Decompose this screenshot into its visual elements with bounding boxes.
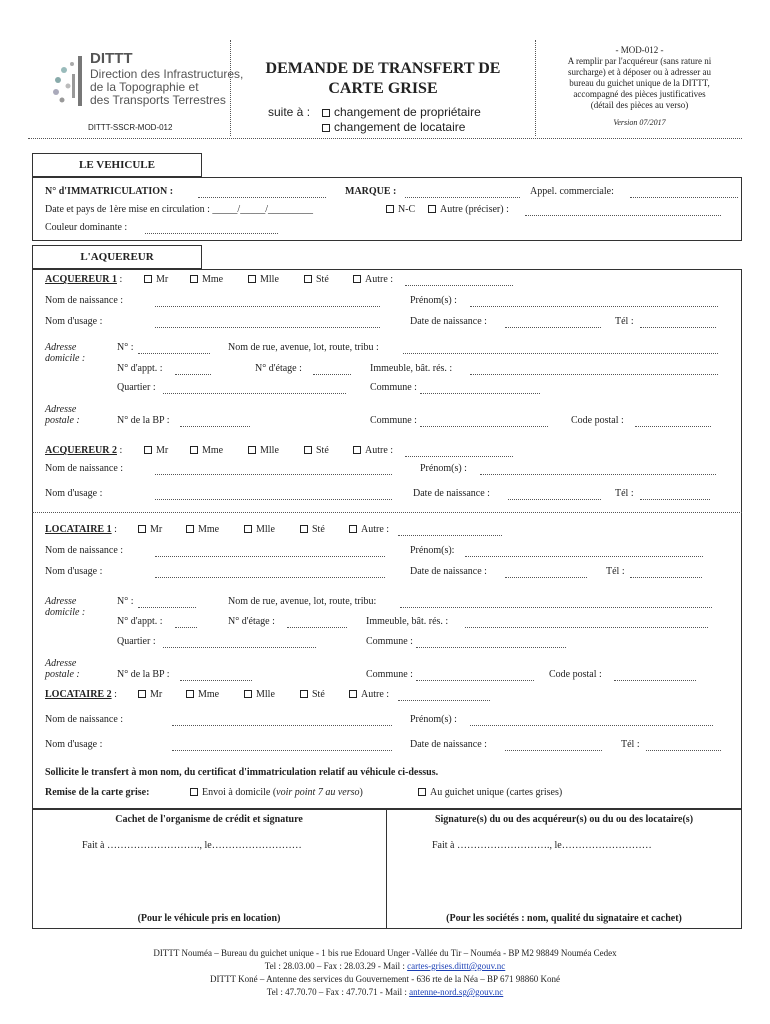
appt-label: N° d'appt. : <box>117 616 163 627</box>
quartier-input[interactable] <box>163 393 346 394</box>
signature-divider <box>386 809 387 929</box>
civ-mme[interactable] <box>190 274 223 285</box>
prenom-input[interactable] <box>480 474 716 475</box>
locataire1-row <box>45 524 117 535</box>
option-locataire[interactable] <box>322 120 465 134</box>
tel-input[interactable] <box>640 499 710 500</box>
appt-input[interactable] <box>175 374 211 375</box>
autre-input[interactable] <box>398 700 490 701</box>
autre-input[interactable] <box>525 215 721 216</box>
checkbox[interactable] <box>138 690 146 698</box>
envoi-end: ) <box>359 787 363 798</box>
tel-label: Tél : <box>606 566 625 577</box>
signature-title: Signature(s) du ou des acquéreur(s) ou du ou des locataire(s) <box>434 814 694 825</box>
section-divider <box>32 512 742 513</box>
rue-label: Nom de rue, avenue, lot, route, tribu : <box>228 342 379 353</box>
checkbox[interactable] <box>322 124 330 132</box>
civ-label: Mr <box>156 274 169 285</box>
commune-label: Commune : <box>370 382 417 393</box>
immat-input[interactable] <box>198 197 326 198</box>
tel-label: Tél : <box>621 739 640 750</box>
civ-mme[interactable] <box>186 524 219 535</box>
fait-a-left[interactable]: Fait à ………………………., le……………………… <box>82 840 302 851</box>
immeuble-label: Immeuble, bât. rés. : <box>366 616 449 627</box>
bp-input[interactable] <box>180 680 252 681</box>
quartier-label: Quartier : <box>117 636 156 647</box>
nom-naissance-input[interactable] <box>155 306 380 307</box>
dittt-logo-icon <box>48 50 90 112</box>
immeuble-input[interactable] <box>465 627 708 628</box>
civ-label: Autre : <box>365 445 394 456</box>
civ-mlle[interactable] <box>244 689 275 700</box>
adresse-word: Adresse <box>45 596 77 607</box>
nom-naissance-label: Nom de naissance : <box>45 714 124 725</box>
immeuble-input[interactable] <box>470 374 718 375</box>
nom-naissance-input[interactable] <box>172 725 392 726</box>
checkbox[interactable] <box>186 690 194 698</box>
prenom-label: Prénom(s) : <box>420 463 467 474</box>
rue-input[interactable] <box>400 607 712 608</box>
checkbox[interactable] <box>349 690 357 698</box>
civ-autre[interactable] <box>353 445 393 456</box>
adresse-word: Adresse <box>45 658 77 669</box>
civ-mr[interactable] <box>144 274 168 285</box>
appt-input[interactable] <box>175 627 197 628</box>
form-title-line1: DEMANDE DE TRANSFERT DE <box>265 60 501 77</box>
code-postal-label: Code postal : <box>571 415 624 426</box>
checkbox[interactable] <box>322 109 330 117</box>
contact-text: Tel : 28.03.00 – Fax : 28.03.29 - Mail : <box>264 961 405 971</box>
checkbox[interactable] <box>353 275 361 283</box>
checkbox[interactable] <box>349 525 357 533</box>
date-naissance-label: Date de naissance : <box>410 739 487 750</box>
prenom-label: Prénom(s): <box>410 545 455 556</box>
marque-label: MARQUE : <box>345 186 397 197</box>
quartier-input[interactable] <box>163 647 316 648</box>
quartier-label: Quartier : <box>117 382 156 393</box>
checkbox[interactable] <box>353 446 361 454</box>
commune-label: Commune : <box>370 415 417 426</box>
checkbox[interactable] <box>186 525 194 533</box>
civ-label: Mme <box>198 524 220 535</box>
civ-autre[interactable] <box>349 689 389 700</box>
nom-usage-label: Nom d'usage : <box>45 488 103 499</box>
locataire1-label: LOCATAIRE 1 <box>45 524 112 535</box>
checkbox[interactable] <box>428 205 436 213</box>
adresse-postale-label <box>45 404 80 426</box>
logo-line: des Transports Terrestres <box>90 93 226 107</box>
appt-label: N° d'appt. : <box>117 363 163 374</box>
etage-label: N° d'étage : <box>255 363 302 374</box>
tel-input[interactable] <box>646 750 721 751</box>
acquereur-tab: L'AQUEREUR <box>32 245 202 269</box>
form-code: DITTT-SSCR-MOD-012 <box>88 123 173 132</box>
acquereur2-row <box>45 445 122 456</box>
header-divider <box>230 40 231 136</box>
adresse-word: domicile : <box>45 607 86 618</box>
instruction-line: bureau du guichet unique de la DITTT, <box>569 78 710 88</box>
commune-input[interactable] <box>420 393 540 394</box>
prenom-input[interactable] <box>470 725 713 726</box>
rue-input[interactable] <box>403 353 718 354</box>
instruction-line: accompagné des pièces justificatives <box>573 89 706 99</box>
checkbox[interactable] <box>144 275 152 283</box>
suite-label: suite à : <box>268 105 311 119</box>
checkbox[interactable] <box>138 525 146 533</box>
nom-usage-input[interactable] <box>155 577 385 578</box>
date-naissance-label: Date de naissance : <box>413 488 490 499</box>
nom-usage-label: Nom d'usage : <box>45 566 103 577</box>
checkbox[interactable] <box>304 275 312 283</box>
option-label: changement de locataire <box>334 120 466 134</box>
code-postal-input[interactable] <box>635 426 711 427</box>
nom-naissance-label: Nom de naissance : <box>45 545 124 556</box>
adresse-word: Adresse <box>45 342 77 353</box>
civ-mr[interactable] <box>144 445 168 456</box>
colon: : <box>116 274 123 285</box>
envoi-label: Envoi à domicile ( <box>202 787 277 798</box>
instruction-line: A remplir par l'acquéreur (sans rature ni <box>567 56 712 66</box>
bp-input[interactable] <box>180 426 250 427</box>
commune-label: Commune : <box>366 669 413 680</box>
nom-naissance-label: Nom de naissance : <box>45 463 124 474</box>
adresse-postale-label <box>45 658 80 680</box>
checkbox[interactable] <box>190 275 198 283</box>
immat-label: N° d'IMMATRICULATION : <box>45 186 174 197</box>
checkbox[interactable] <box>304 446 312 454</box>
tel-input[interactable] <box>640 327 716 328</box>
pour-vehicule-note: (Pour le véhicule pris en location) <box>137 913 281 924</box>
civ-ste[interactable] <box>304 445 329 456</box>
civ-mlle[interactable] <box>248 445 279 456</box>
checkbox[interactable] <box>144 446 152 454</box>
civ-label: Sté <box>312 689 325 700</box>
mod-code: - MOD-012 - <box>615 45 664 55</box>
autre-input[interactable] <box>405 456 513 457</box>
checkbox[interactable] <box>300 690 308 698</box>
date-naissance-input[interactable] <box>505 750 602 751</box>
logo-text <box>90 68 243 107</box>
mail-link[interactable]: cartes-grises.dittt@gouv.nc <box>407 961 506 971</box>
checkbox[interactable] <box>300 525 308 533</box>
bp-label: N° de la BP : <box>117 415 170 426</box>
civ-label: Sté <box>312 524 325 535</box>
numero-label: N° : <box>117 596 134 607</box>
civ-label: Mme <box>202 274 224 285</box>
numero-label: N° : <box>117 342 134 353</box>
date-naissance-label: Date de naissance : <box>410 316 487 327</box>
date-naissance-input[interactable] <box>508 499 601 500</box>
civ-label: Mlle <box>260 274 279 285</box>
contact-line: DITTT Koné – Antenne des services du Gouvernement - 636 rte de la Néa – BP 671 98860 Koné <box>210 974 560 984</box>
locataire2-label: LOCATAIRE 2 <box>45 689 112 700</box>
civ-ste[interactable] <box>300 689 325 700</box>
adresse-word: domicile : <box>45 353 86 364</box>
colon: : <box>111 689 117 700</box>
nom-naissance-input[interactable] <box>155 474 392 475</box>
date-naissance-input[interactable] <box>505 327 601 328</box>
vehicule-tab: LE VEHICULE <box>32 153 202 177</box>
commune-input[interactable] <box>416 647 566 648</box>
logo-line: de la Topographie et <box>90 80 199 94</box>
checkbox[interactable] <box>190 446 198 454</box>
locataire2-row <box>45 689 117 700</box>
autre-label: Autre (préciser) : <box>440 204 509 215</box>
civ-label: Mlle <box>256 689 275 700</box>
signature-frame <box>32 809 742 929</box>
logo-line: Direction des Infrastructures, <box>90 67 244 81</box>
prenom-input[interactable] <box>465 556 703 557</box>
logo-title: DITTT <box>90 50 133 67</box>
appel-input[interactable] <box>630 197 738 198</box>
civ-autre[interactable] <box>349 524 389 535</box>
instruction-line: surcharge) et à déposer ou à adresser au <box>567 67 711 77</box>
nom-usage-input[interactable] <box>172 750 392 751</box>
commune-input[interactable] <box>420 426 548 427</box>
civ-ste[interactable] <box>304 274 329 285</box>
envoi-domicile-option[interactable] <box>190 787 363 798</box>
civ-label: Sté <box>316 445 329 456</box>
civ-mlle[interactable] <box>244 524 275 535</box>
civ-label: Autre : <box>361 689 390 700</box>
civ-label: Mlle <box>256 524 275 535</box>
mail-link[interactable]: antenne-nord.sg@gouv.nc <box>409 987 504 997</box>
commune-label: Commune : <box>366 636 413 647</box>
civ-mlle[interactable] <box>248 274 279 285</box>
fait-a-right[interactable]: Fait à ………………………., le……………………… <box>432 840 652 851</box>
etage-input[interactable] <box>313 374 351 375</box>
tel-input[interactable] <box>630 577 702 578</box>
cachet-title: Cachet de l'organisme de crédit et signature <box>115 814 303 825</box>
acquereur2-label: ACQUEREUR 2 <box>45 445 117 456</box>
nc-option[interactable] <box>386 204 415 215</box>
adresse-domicile-label <box>45 596 85 618</box>
envoi-note: voir point 7 au verso <box>276 787 360 798</box>
checkbox[interactable] <box>418 788 426 796</box>
contact-line <box>0 986 770 999</box>
contact-line <box>0 960 770 973</box>
commune-input[interactable] <box>416 680 534 681</box>
checkbox[interactable] <box>190 788 198 796</box>
civ-label: Mme <box>198 689 220 700</box>
code-postal-label: Code postal : <box>549 669 602 680</box>
checkbox[interactable] <box>386 205 394 213</box>
civ-mr[interactable] <box>138 524 162 535</box>
etage-label: N° d'étage : <box>228 616 275 627</box>
civ-label: Autre : <box>365 274 394 285</box>
marque-input[interactable] <box>405 197 520 198</box>
adresse-word: postale : <box>45 415 80 426</box>
rue-label: Nom de rue, avenue, lot, route, tribu: <box>228 596 377 607</box>
nc-label: N-C <box>398 204 416 215</box>
colon: : <box>116 445 123 456</box>
date-naissance-label: Date de naissance : <box>410 566 487 577</box>
civ-label: Sté <box>316 274 329 285</box>
nom-usage-input[interactable] <box>155 327 380 328</box>
contact-line: DITTT Nouméa – Bureau du guichet unique - 1 bis rue Edouard Unger -Vallée du Tir – Nouméa - BP M2 98849 Nouméa Cedex <box>153 948 617 958</box>
bp-label: N° de la BP : <box>117 669 170 680</box>
prenom-label: Prénom(s) : <box>410 295 457 306</box>
civ-mr[interactable] <box>138 689 162 700</box>
civ-label: Mlle <box>260 445 279 456</box>
guichet-label: Au guichet unique (cartes grises) <box>430 787 563 798</box>
instructions <box>537 45 742 128</box>
option-proprietaire[interactable] <box>322 105 481 119</box>
acquereur1-row <box>45 274 122 285</box>
date-circulation-label: Date et pays de 1ère mise en circulation : _____/_____/_________ <box>45 204 313 215</box>
nom-usage-input[interactable] <box>155 499 392 500</box>
appel-label: Appel. commerciale: <box>530 186 614 197</box>
checkbox[interactable] <box>248 275 256 283</box>
checkbox[interactable] <box>244 690 252 698</box>
nom-naissance-label: Nom de naissance : <box>45 295 124 306</box>
pour-societes-note: (Pour les sociétés : nom, qualité du signataire et cachet) <box>446 913 682 924</box>
colon: : <box>111 524 117 535</box>
adresse-word: postale : <box>45 669 80 680</box>
civ-label: Mme <box>202 445 224 456</box>
civ-ste[interactable] <box>300 524 325 535</box>
sollicite-text: Sollicite le transfert à mon nom, du certificat d'immatriculation relatif au véhicule ci-dessus. <box>45 767 439 778</box>
autre-input[interactable] <box>405 285 513 286</box>
contact-text: Tel : 47.70.70 – Fax : 47.70.71 - Mail : <box>266 987 407 997</box>
nom-naissance-input[interactable] <box>155 556 385 557</box>
civ-label: Mr <box>150 524 163 535</box>
guichet-option[interactable] <box>418 787 562 798</box>
date-naissance-input[interactable] <box>505 577 587 578</box>
header-divider <box>535 40 536 136</box>
autre-option[interactable] <box>428 204 509 215</box>
form-title-line2: CARTE GRISE <box>328 80 438 97</box>
couleur-input[interactable] <box>145 233 278 234</box>
acquereur-frame <box>32 269 742 809</box>
civ-label: Autre : <box>361 524 390 535</box>
civ-autre[interactable] <box>353 274 393 285</box>
autre-input[interactable] <box>398 535 502 536</box>
tel-label: Tél : <box>615 488 634 499</box>
immeuble-label: Immeuble, bât. rés. : <box>370 363 453 374</box>
couleur-label: Couleur dominante : <box>45 222 128 233</box>
instruction-line: (détail des pièces au verso) <box>590 100 689 110</box>
option-label: changement de propriétaire <box>334 105 481 119</box>
civ-mme[interactable] <box>186 689 219 700</box>
remise-label: Remise de la carte grise: <box>45 787 150 798</box>
header-bottom-rule <box>28 138 742 139</box>
contact-footer <box>0 947 770 999</box>
nom-usage-label: Nom d'usage : <box>45 739 103 750</box>
civ-label: Mr <box>150 689 163 700</box>
numero-input[interactable] <box>138 353 210 354</box>
nom-usage-label: Nom d'usage : <box>45 316 103 327</box>
prenom-label: Prénom(s) : <box>410 714 457 725</box>
code-postal-input[interactable] <box>614 680 696 681</box>
acquereur1-label: ACQUEREUR 1 <box>45 274 117 285</box>
checkbox[interactable] <box>248 446 256 454</box>
tel-label: Tél : <box>615 316 634 327</box>
numero-input[interactable] <box>138 607 196 608</box>
civ-mme[interactable] <box>190 445 223 456</box>
adresse-word: Adresse <box>45 404 77 415</box>
adresse-domicile-label <box>45 342 85 364</box>
etage-input[interactable] <box>287 627 347 628</box>
checkbox[interactable] <box>244 525 252 533</box>
civ-label: Mr <box>156 445 169 456</box>
version: Version 07/2017 <box>613 118 666 127</box>
prenom-input[interactable] <box>470 306 718 307</box>
